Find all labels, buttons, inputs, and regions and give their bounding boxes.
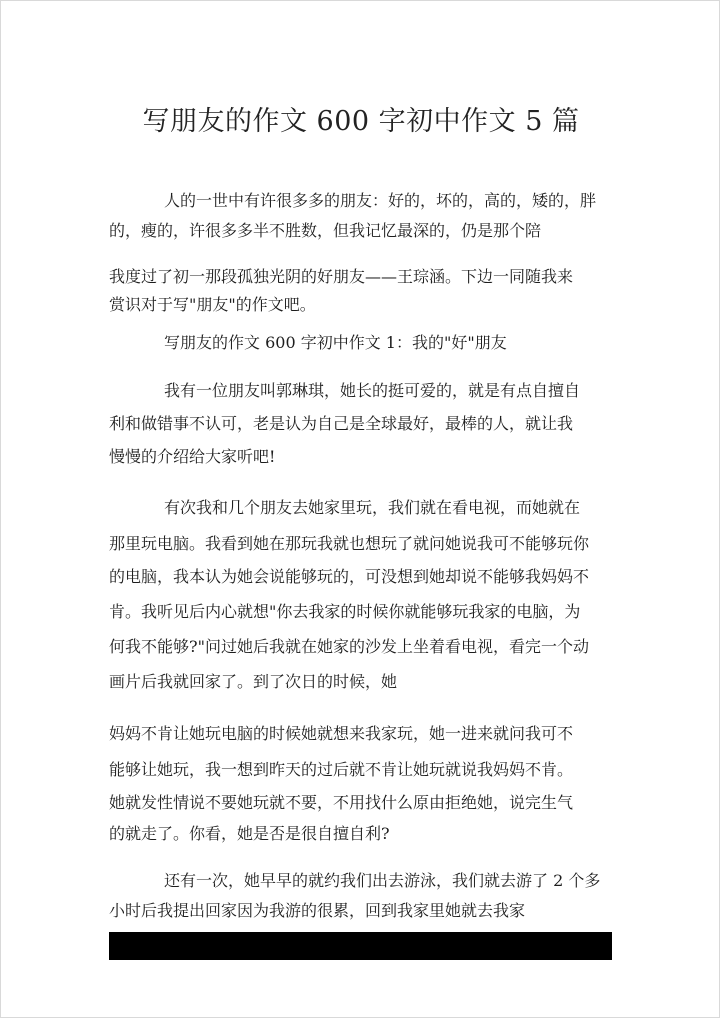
paragraph-line: 人的一世中有许很多多的朋友：好的，坏的，高的，矮的，胖 bbox=[164, 191, 597, 210]
paragraph-line: 有次我和几个朋友去她家里玩，我们就在看电视，而她就在 bbox=[164, 498, 581, 517]
paragraph-line: 利和做错事不认可，老是认为自己是全球最好，最棒的人，就让我 bbox=[109, 414, 574, 433]
paragraph-line: 肯。我听见后内心就想"你去我家的时候你就能够玩我家的电脑，为 bbox=[109, 602, 581, 621]
paragraph-line: 小时后我提出回家因为我游的很累，回到我家里她就去我家 bbox=[109, 901, 526, 920]
paragraph-line: 我有一位朋友叫郭琳琪，她长的挺可爱的，就是有点自擅自 bbox=[164, 381, 581, 400]
paragraph-line: 我度过了初一那段孤独光阴的好朋友——王琮涵。下边一同随我来 bbox=[109, 267, 574, 286]
paragraph-line: 她就发性情说不要她玩就不要，不用找什么原由拒绝她，说完生气 bbox=[109, 793, 574, 812]
paragraph-line: 妈妈不肯让她玩电脑的时候她就想来我家玩，她一进来就问我可不 bbox=[109, 724, 574, 743]
paragraph-line: 赏识对于写"朋友"的作文吧。 bbox=[109, 295, 316, 314]
paragraph-line: 能够让她玩，我一想到昨天的过后就不肯让她玩就说我妈妈不肯。 bbox=[109, 760, 574, 779]
paragraph-line: 的就走了。你看，她是否是很自擅自利? bbox=[109, 824, 390, 843]
paragraph-line: 何我不能够?"问过她后我就在她家的沙发上坐着看电视，看完一个动 bbox=[109, 637, 589, 656]
paragraph-line: 还有一次，她早早的就约我们出去游泳，我们就去游了 2 个多 bbox=[164, 871, 601, 890]
paragraph-line: 的电脑，我本认为她会说能够玩的，可没想到她却说不能够我妈妈不 bbox=[109, 567, 590, 586]
paragraph-line: 的，瘦的，许很多多半不胜数，但我记忆最深的，仍是那个陪 bbox=[109, 221, 542, 240]
paragraph-line: 慢慢的介绍给大家听吧! bbox=[109, 447, 276, 466]
paragraph-line: 画片后我就回家了。到了次日的时候，她 bbox=[109, 672, 398, 691]
redaction-bar bbox=[109, 932, 612, 960]
document-title: 写朋友的作文 600 字初中作文 5 篇 bbox=[142, 106, 580, 137]
section-heading: 写朋友的作文 600 字初中作文 1：我的"好"朋友 bbox=[164, 333, 507, 352]
paragraph-line: 那里玩电脑。我看到她在那玩我就也想玩了就问她说我可不能够玩你 bbox=[109, 534, 590, 553]
